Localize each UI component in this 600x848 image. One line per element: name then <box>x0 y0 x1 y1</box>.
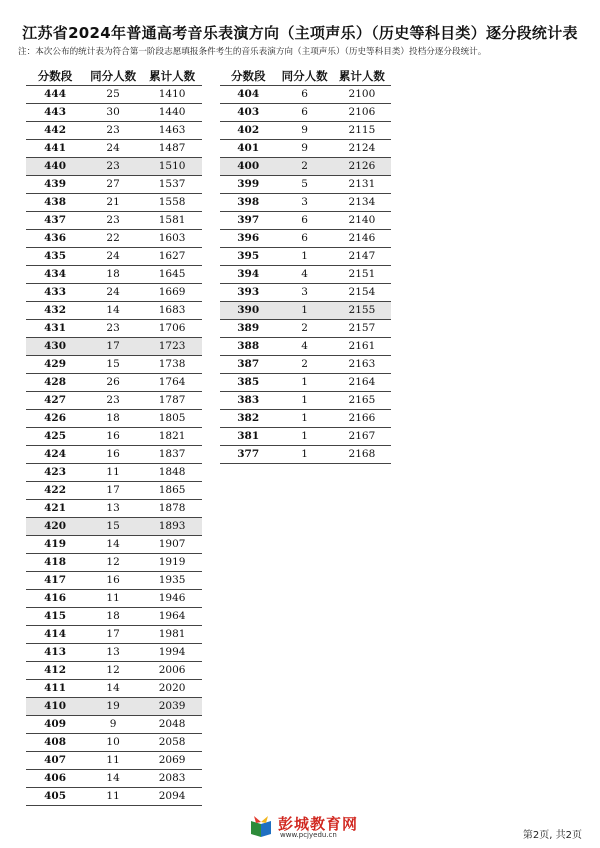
table-row <box>26 284 202 302</box>
count-cell: 16 <box>84 572 142 590</box>
score-cell: 401 <box>220 140 276 158</box>
table-row <box>26 356 202 374</box>
cumulative-cell: 1981 <box>142 626 202 644</box>
cumulative-cell: 1805 <box>142 410 202 428</box>
score-cell: 412 <box>26 662 84 680</box>
table-row <box>220 140 391 158</box>
table-row <box>26 230 202 248</box>
table-row <box>26 176 202 194</box>
cumulative-cell: 1821 <box>142 428 202 446</box>
count-cell: 2 <box>276 158 332 176</box>
score-cell: 430 <box>26 338 84 356</box>
score-cell: 398 <box>220 194 276 212</box>
table-row <box>220 284 391 302</box>
header-score: 分数段 <box>220 67 276 86</box>
table-row <box>26 572 202 590</box>
count-cell: 17 <box>84 626 142 644</box>
table-row <box>220 86 391 104</box>
score-cell: 382 <box>220 410 276 428</box>
score-cell: 426 <box>26 410 84 428</box>
count-cell: 10 <box>84 734 142 752</box>
score-cell: 436 <box>26 230 84 248</box>
cumulative-cell: 1683 <box>142 302 202 320</box>
score-cell: 435 <box>26 248 84 266</box>
table-row <box>26 770 202 788</box>
cumulative-cell: 2168 <box>333 446 391 464</box>
count-cell: 9 <box>276 122 332 140</box>
count-cell: 18 <box>84 608 142 626</box>
table-row <box>26 698 202 716</box>
cumulative-cell: 2006 <box>142 662 202 680</box>
table-row <box>26 662 202 680</box>
table-row <box>26 788 202 806</box>
cumulative-cell: 1706 <box>142 320 202 338</box>
score-cell: 383 <box>220 392 276 410</box>
table-row <box>26 446 202 464</box>
count-cell: 24 <box>84 248 142 266</box>
score-cell: 440 <box>26 158 84 176</box>
cumulative-cell: 1935 <box>142 572 202 590</box>
count-cell: 6 <box>276 104 332 122</box>
score-cell: 443 <box>26 104 84 122</box>
cumulative-cell: 2155 <box>333 302 391 320</box>
cumulative-cell: 1440 <box>142 104 202 122</box>
table-row <box>26 410 202 428</box>
cumulative-cell: 2146 <box>333 230 391 248</box>
score-cell: 409 <box>26 716 84 734</box>
table-row <box>26 428 202 446</box>
table-row <box>220 392 391 410</box>
count-cell: 1 <box>276 428 332 446</box>
cumulative-cell: 1738 <box>142 356 202 374</box>
count-cell: 4 <box>276 338 332 356</box>
count-cell: 12 <box>84 554 142 572</box>
cumulative-cell: 2069 <box>142 752 202 770</box>
count-cell: 11 <box>84 752 142 770</box>
table-row <box>220 356 391 374</box>
count-cell: 12 <box>84 662 142 680</box>
score-cell: 429 <box>26 356 84 374</box>
score-cell: 400 <box>220 158 276 176</box>
table-row <box>26 374 202 392</box>
count-cell: 1 <box>276 302 332 320</box>
score-table-right <box>220 67 391 464</box>
score-cell: 441 <box>26 140 84 158</box>
score-cell: 416 <box>26 590 84 608</box>
table-row <box>26 518 202 536</box>
table-row <box>26 248 202 266</box>
table-row <box>26 158 202 176</box>
cumulative-cell: 1919 <box>142 554 202 572</box>
count-cell: 14 <box>84 680 142 698</box>
table-row <box>26 536 202 554</box>
cumulative-cell: 2147 <box>333 248 391 266</box>
count-cell: 25 <box>84 86 142 104</box>
table-row <box>220 302 391 320</box>
score-cell: 424 <box>26 446 84 464</box>
count-cell: 24 <box>84 140 142 158</box>
count-cell: 1 <box>276 374 332 392</box>
score-cell: 444 <box>26 86 84 104</box>
table-row <box>220 266 391 284</box>
table-row <box>26 482 202 500</box>
score-cell: 396 <box>220 230 276 248</box>
score-cell: 403 <box>220 104 276 122</box>
page-number: 第2页, 共2页 <box>522 830 582 841</box>
score-cell: 427 <box>26 392 84 410</box>
score-cell: 387 <box>220 356 276 374</box>
cumulative-cell: 2163 <box>333 356 391 374</box>
logo-name: 彭城教育网 <box>278 815 359 833</box>
table-row <box>26 752 202 770</box>
cumulative-cell: 2126 <box>333 158 391 176</box>
table-row <box>220 410 391 428</box>
table-row <box>26 716 202 734</box>
table-row <box>26 302 202 320</box>
cumulative-cell: 2131 <box>333 176 391 194</box>
score-cell: 433 <box>26 284 84 302</box>
cumulative-cell: 1865 <box>142 482 202 500</box>
table-row <box>26 104 202 122</box>
count-cell: 13 <box>84 500 142 518</box>
score-cell: 423 <box>26 464 84 482</box>
cumulative-cell: 2083 <box>142 770 202 788</box>
cumulative-cell: 1669 <box>142 284 202 302</box>
count-cell: 9 <box>84 716 142 734</box>
table-row <box>220 428 391 446</box>
cumulative-cell: 1787 <box>142 392 202 410</box>
score-cell: 438 <box>26 194 84 212</box>
count-cell: 6 <box>276 86 332 104</box>
table-row <box>26 464 202 482</box>
table-row <box>26 338 202 356</box>
table-row <box>26 86 202 104</box>
table-row <box>26 626 202 644</box>
cumulative-cell: 1723 <box>142 338 202 356</box>
count-cell: 15 <box>84 356 142 374</box>
count-cell: 17 <box>84 338 142 356</box>
cumulative-cell: 2151 <box>333 266 391 284</box>
count-cell: 1 <box>276 248 332 266</box>
count-cell: 1 <box>276 446 332 464</box>
cumulative-cell: 1537 <box>142 176 202 194</box>
table-row <box>26 122 202 140</box>
cumulative-cell: 1558 <box>142 194 202 212</box>
cumulative-cell: 2048 <box>142 716 202 734</box>
count-cell: 14 <box>84 302 142 320</box>
count-cell: 5 <box>276 176 332 194</box>
score-cell: 408 <box>26 734 84 752</box>
count-cell: 14 <box>84 536 142 554</box>
count-cell: 6 <box>276 230 332 248</box>
cumulative-cell: 1463 <box>142 122 202 140</box>
score-cell: 393 <box>220 284 276 302</box>
table-row <box>26 392 202 410</box>
count-cell: 11 <box>84 464 142 482</box>
count-cell: 18 <box>84 266 142 284</box>
cumulative-cell: 2154 <box>333 284 391 302</box>
count-cell: 30 <box>84 104 142 122</box>
count-cell: 16 <box>84 428 142 446</box>
score-cell: 421 <box>26 500 84 518</box>
count-cell: 2 <box>276 356 332 374</box>
count-cell: 23 <box>84 158 142 176</box>
score-cell: 389 <box>220 320 276 338</box>
cumulative-cell: 2058 <box>142 734 202 752</box>
score-cell: 411 <box>26 680 84 698</box>
score-cell: 432 <box>26 302 84 320</box>
count-cell: 23 <box>84 320 142 338</box>
cumulative-cell: 1410 <box>142 86 202 104</box>
logo-url: www.pcjyedu.cn <box>280 831 337 839</box>
count-cell: 23 <box>84 392 142 410</box>
cumulative-cell: 2100 <box>333 86 391 104</box>
count-cell: 18 <box>84 410 142 428</box>
table-row <box>26 734 202 752</box>
count-cell: 1 <box>276 392 332 410</box>
count-cell: 4 <box>276 266 332 284</box>
score-cell: 431 <box>26 320 84 338</box>
cumulative-cell: 2167 <box>333 428 391 446</box>
count-cell: 1 <box>276 410 332 428</box>
score-cell: 399 <box>220 176 276 194</box>
cumulative-cell: 1510 <box>142 158 202 176</box>
count-cell: 6 <box>276 212 332 230</box>
score-cell: 439 <box>26 176 84 194</box>
score-cell: 395 <box>220 248 276 266</box>
header-score: 分数段 <box>26 67 84 86</box>
count-cell: 9 <box>276 140 332 158</box>
cumulative-cell: 2134 <box>333 194 391 212</box>
score-cell: 410 <box>26 698 84 716</box>
score-cell: 414 <box>26 626 84 644</box>
score-cell: 406 <box>26 770 84 788</box>
table-row <box>26 644 202 662</box>
table-row <box>220 158 391 176</box>
count-cell: 17 <box>84 482 142 500</box>
score-cell: 442 <box>26 122 84 140</box>
cumulative-cell: 2157 <box>333 320 391 338</box>
table-row <box>220 194 391 212</box>
cumulative-cell: 2140 <box>333 212 391 230</box>
count-cell: 23 <box>84 122 142 140</box>
count-cell: 14 <box>84 770 142 788</box>
score-cell: 418 <box>26 554 84 572</box>
cumulative-cell: 1893 <box>142 518 202 536</box>
score-cell: 381 <box>220 428 276 446</box>
cumulative-cell: 2161 <box>333 338 391 356</box>
count-cell: 11 <box>84 590 142 608</box>
score-cell: 404 <box>220 86 276 104</box>
table-row <box>26 266 202 284</box>
table-row <box>26 320 202 338</box>
score-cell: 413 <box>26 644 84 662</box>
score-cell: 394 <box>220 266 276 284</box>
table-row <box>26 608 202 626</box>
score-cell: 437 <box>26 212 84 230</box>
cumulative-cell: 2039 <box>142 698 202 716</box>
table-row <box>220 320 391 338</box>
cumulative-cell: 2094 <box>142 788 202 806</box>
table-row <box>26 554 202 572</box>
score-cell: 419 <box>26 536 84 554</box>
count-cell: 27 <box>84 176 142 194</box>
cumulative-cell: 2166 <box>333 410 391 428</box>
cumulative-cell: 2165 <box>333 392 391 410</box>
score-cell: 428 <box>26 374 84 392</box>
book-logo-icon <box>248 813 274 839</box>
cumulative-cell: 1994 <box>142 644 202 662</box>
table-row <box>26 212 202 230</box>
count-cell: 19 <box>84 698 142 716</box>
count-cell: 22 <box>84 230 142 248</box>
table-row <box>220 230 391 248</box>
count-cell: 11 <box>84 788 142 806</box>
table-row <box>26 590 202 608</box>
cumulative-cell: 2164 <box>333 374 391 392</box>
score-cell: 420 <box>26 518 84 536</box>
header-count: 同分人数 <box>84 67 142 86</box>
table-row <box>26 140 202 158</box>
score-cell: 388 <box>220 338 276 356</box>
table-row <box>26 500 202 518</box>
score-cell: 377 <box>220 446 276 464</box>
table-row <box>26 680 202 698</box>
table-row <box>220 122 391 140</box>
cumulative-cell: 1964 <box>142 608 202 626</box>
table-row <box>26 194 202 212</box>
cumulative-cell: 1581 <box>142 212 202 230</box>
table-row <box>220 446 391 464</box>
header-cumulative: 累计人数 <box>142 67 202 86</box>
score-table-left-body <box>26 86 202 806</box>
score-cell: 397 <box>220 212 276 230</box>
score-cell: 385 <box>220 374 276 392</box>
cumulative-cell: 1603 <box>142 230 202 248</box>
header-count: 同分人数 <box>276 67 332 86</box>
cumulative-cell: 1487 <box>142 140 202 158</box>
cumulative-cell: 2106 <box>333 104 391 122</box>
count-cell: 13 <box>84 644 142 662</box>
cumulative-cell: 1878 <box>142 500 202 518</box>
score-cell: 417 <box>26 572 84 590</box>
score-table-right-body <box>220 86 391 464</box>
count-cell: 3 <box>276 194 332 212</box>
count-cell: 21 <box>84 194 142 212</box>
table-row <box>220 176 391 194</box>
score-table-left <box>26 67 202 806</box>
cumulative-cell: 2124 <box>333 140 391 158</box>
count-cell: 23 <box>84 212 142 230</box>
count-cell: 24 <box>84 284 142 302</box>
score-cell: 434 <box>26 266 84 284</box>
site-logo <box>248 813 388 841</box>
cumulative-cell: 1645 <box>142 266 202 284</box>
document-note: 注：本次公布的统计表为符合第一阶段志愿填报条件考生的音乐表演方向（主项声乐）（历史等科目类）投档分逐分段统计。 <box>18 47 487 57</box>
score-cell: 415 <box>26 608 84 626</box>
score-cell: 425 <box>26 428 84 446</box>
cumulative-cell: 1946 <box>142 590 202 608</box>
count-cell: 15 <box>84 518 142 536</box>
count-cell: 26 <box>84 374 142 392</box>
score-cell: 422 <box>26 482 84 500</box>
cumulative-cell: 1848 <box>142 464 202 482</box>
count-cell: 16 <box>84 446 142 464</box>
table-row <box>220 374 391 392</box>
cumulative-cell: 1837 <box>142 446 202 464</box>
header-cumulative: 累计人数 <box>333 67 391 86</box>
cumulative-cell: 1764 <box>142 374 202 392</box>
score-cell: 402 <box>220 122 276 140</box>
table-row <box>220 212 391 230</box>
table-row <box>220 104 391 122</box>
score-cell: 405 <box>26 788 84 806</box>
score-cell: 407 <box>26 752 84 770</box>
count-cell: 3 <box>276 284 332 302</box>
cumulative-cell: 2115 <box>333 122 391 140</box>
cumulative-cell: 1627 <box>142 248 202 266</box>
cumulative-cell: 2020 <box>142 680 202 698</box>
document-title: 江苏省2024年普通高考音乐表演方向（主项声乐）（历史等科目类）逐分段统计表 <box>22 24 578 42</box>
table-header-row <box>220 67 391 86</box>
score-cell: 390 <box>220 302 276 320</box>
table-row <box>220 248 391 266</box>
table-row <box>220 338 391 356</box>
cumulative-cell: 1907 <box>142 536 202 554</box>
count-cell: 2 <box>276 320 332 338</box>
table-header-row <box>26 67 202 86</box>
